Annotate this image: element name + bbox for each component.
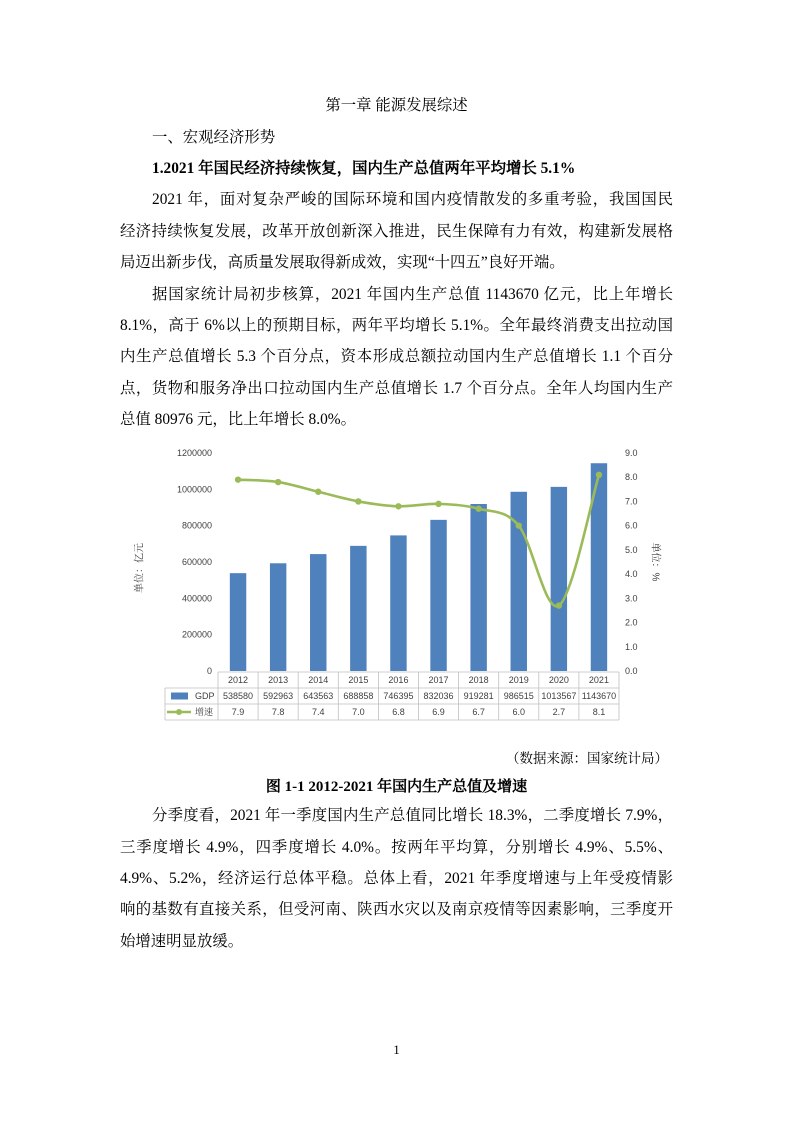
right-axis-tick-label: 8.0 bbox=[625, 472, 638, 483]
bar-gdp-2013 bbox=[270, 563, 286, 671]
right-axis-tick-label: 5.0 bbox=[625, 544, 638, 555]
left-axis-tick-label: 600000 bbox=[181, 557, 212, 567]
line-point-2017 bbox=[435, 501, 441, 507]
left-axis-tick-label: 200000 bbox=[181, 629, 212, 640]
paragraph-line: 4.9%、5.2%，经济运行总体平稳。总体上看，2021 年季度增速与上年受疫情影 bbox=[120, 870, 673, 888]
line-point-2020 bbox=[556, 602, 562, 608]
left-axis-tick-label: 1200000 bbox=[176, 448, 212, 458]
data-table-gdp-value: 832036 bbox=[423, 691, 454, 701]
right-axis-title: 单位：% bbox=[649, 542, 661, 582]
data-table-gdp-value: 1013567 bbox=[541, 691, 577, 701]
bar-gdp-2020 bbox=[551, 487, 567, 671]
left-axis-tick-label: 400000 bbox=[181, 593, 212, 604]
line-point-2014 bbox=[315, 489, 321, 495]
page-number: 1 bbox=[393, 1042, 400, 1057]
legend-key-gdp bbox=[171, 693, 188, 700]
bar-gdp-2014 bbox=[310, 554, 326, 671]
data-table-growth-value: 8.1 bbox=[592, 707, 606, 717]
right-axis-tick-label: 1.0 bbox=[625, 641, 638, 652]
right-axis-tick-label: 2.0 bbox=[625, 617, 638, 628]
line-point-2016 bbox=[395, 503, 401, 509]
category-label: 2014 bbox=[308, 675, 329, 685]
data-table-gdp-value: 986515 bbox=[503, 691, 534, 701]
left-axis-tick-labels bbox=[177, 448, 212, 676]
data-table-gdp-value: 919281 bbox=[463, 691, 494, 701]
text-block-top bbox=[120, 90, 673, 435]
paragraph-line: 总值 80976 元，比上年增长 8.0%。 bbox=[120, 411, 356, 429]
text-block-bottom bbox=[120, 800, 673, 957]
data-table-gdp-value: 538580 bbox=[223, 691, 254, 701]
paragraph bbox=[120, 800, 673, 957]
paragraph-line: 8.1%，高于 6%以上的预期目标，两年平均增长 5.1%。全年最终消费支出拉动国 bbox=[120, 317, 673, 335]
category-label: 2012 bbox=[228, 675, 249, 685]
bar-gdp-2016 bbox=[390, 535, 406, 671]
category-label: 2021 bbox=[588, 675, 609, 685]
right-axis-tick-label: 6.0 bbox=[625, 520, 638, 531]
bar-gdp-2017 bbox=[430, 520, 446, 671]
paragraph-line: 据国家统计局初步核算，2021 年国内生产总值 1143670 亿元，比上年增长 bbox=[152, 285, 673, 303]
left-axis-title: 单位：亿元 bbox=[134, 543, 146, 593]
data-table-gdp-value: 688858 bbox=[343, 691, 374, 701]
gdp-chart-figure bbox=[120, 440, 680, 730]
paragraph-line: 三季度增长 4.9%，四季度增长 4.0%。按两年平均算，分别增长 4.9%、5.5%、 bbox=[120, 838, 673, 856]
data-table-growth-value: 6.8 bbox=[392, 707, 405, 717]
left-axis-tick-label: 0 bbox=[206, 666, 212, 676]
data-table-gdp-value: 592963 bbox=[263, 691, 294, 701]
category-label: 2015 bbox=[348, 675, 369, 685]
figure-source-note: （数据来源：国家统计局） bbox=[506, 751, 668, 766]
bar-gdp-2012 bbox=[230, 573, 246, 671]
paragraph-line: 2021 年，面对复杂严峻的国际环境和国内疫情散发的多重考验，我国国民 bbox=[152, 191, 673, 209]
paragraph-line: 始增速明显放缓。 bbox=[120, 932, 244, 950]
data-table-growth-value: 7.4 bbox=[311, 707, 325, 717]
line-point-2013 bbox=[275, 479, 281, 485]
paragraph-line: 局迈出新步伐，高质量发展取得新成效，实现“十四五”良好开端。 bbox=[120, 254, 565, 272]
legend-label-gdp: GDP bbox=[195, 691, 215, 701]
left-axis-tick-label: 800000 bbox=[181, 520, 212, 531]
data-table-growth-value: 7.0 bbox=[352, 707, 365, 717]
data-table-growth-value: 2.7 bbox=[552, 707, 566, 717]
bar-gdp-2015 bbox=[350, 546, 366, 671]
line-point-2019 bbox=[516, 522, 522, 528]
paragraph bbox=[120, 279, 673, 436]
right-axis-tick-label: 9.0 bbox=[625, 448, 638, 458]
right-axis-tick-label: 3.0 bbox=[625, 593, 638, 604]
category-label: 2016 bbox=[388, 675, 409, 685]
gdp-bars bbox=[230, 463, 607, 671]
chapter-title: 第一章 能源发展综述 bbox=[325, 97, 468, 115]
paragraph-line: 分季度看，2021 年一季度国内生产总值同比增长 18.3%，二季度增长 7.9%， bbox=[152, 807, 673, 825]
right-axis-tick-label: 4.0 bbox=[625, 569, 638, 580]
data-table-growth-value: 6.7 bbox=[472, 707, 485, 717]
paragraph-line: 内生产总值增长 5.3 个百分点，资本形成总额拉动国内生产总值增长 1.1 个百分 bbox=[120, 348, 673, 366]
data-table bbox=[165, 672, 619, 720]
gdp-growth-chart bbox=[120, 440, 680, 730]
right-axis-tick-label: 0.0 bbox=[625, 666, 638, 676]
line-growth-rate-series bbox=[238, 475, 599, 606]
section-title: 一、宏观经济形势 bbox=[152, 128, 276, 146]
data-table-growth-value: 7.9 bbox=[231, 707, 245, 717]
legend-label-growth: 增速 bbox=[195, 707, 214, 717]
growth-rate-line bbox=[235, 472, 602, 609]
line-point-2012 bbox=[235, 476, 241, 482]
figure-caption: 图 1-1 2012-2021 年国内生产总值及增速 bbox=[265, 779, 528, 795]
left-axis-tick-label: 1000000 bbox=[176, 484, 212, 495]
line-point-2021 bbox=[596, 472, 602, 478]
paragraph-line: 响的基数有直接关系，但受河南、陕西水灾以及南京疫情等因素影响，三季度开 bbox=[120, 901, 673, 919]
data-table-growth-value: 6.0 bbox=[512, 707, 526, 717]
data-table-gdp-value: 746395 bbox=[383, 691, 414, 701]
data-table-growth-value: 6.9 bbox=[432, 707, 445, 717]
right-axis-tick-labels bbox=[625, 448, 638, 676]
data-table-gdp-value: 643563 bbox=[303, 691, 334, 701]
right-axis-tick-label: 7.0 bbox=[625, 496, 638, 507]
bar-gdp-2018 bbox=[470, 504, 486, 671]
legend-key-growth-marker bbox=[176, 709, 182, 715]
data-table-gdp-value: 1143670 bbox=[581, 691, 617, 701]
category-label: 2017 bbox=[428, 675, 449, 685]
data-table-growth-value: 7.8 bbox=[271, 707, 285, 717]
category-label: 2019 bbox=[508, 675, 529, 685]
paragraph bbox=[120, 184, 673, 278]
paragraph-line: 经济持续恢复发展，改革开放创新深入推进，民生保障有力有效，构建新发展格 bbox=[120, 222, 673, 240]
category-label: 2013 bbox=[268, 675, 289, 685]
paragraph-line: 点，货物和服务净出口拉动国内生产总值增长 1.7 个百分点。全年人均国内生产 bbox=[120, 379, 673, 397]
category-label: 2020 bbox=[548, 675, 569, 685]
line-point-2018 bbox=[475, 506, 481, 512]
subsection-title: 1.2021 年国民经济持续恢复，国内生产总值两年平均增长 5.1% bbox=[152, 160, 576, 178]
line-point-2015 bbox=[355, 498, 361, 504]
category-label: 2018 bbox=[468, 675, 489, 685]
